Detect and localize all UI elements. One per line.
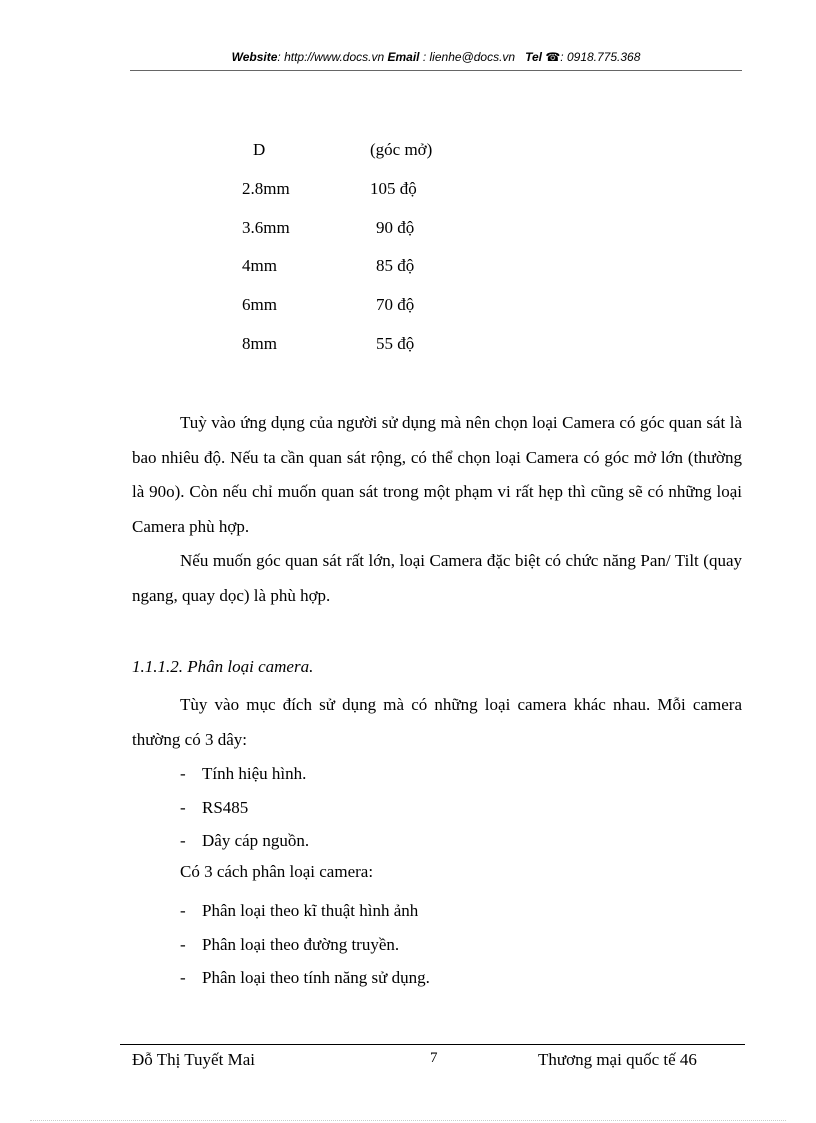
table-cell: 90 độ [376, 217, 415, 237]
paragraph-text: Tùy vào mục đích sử dụng mà có những loại camera khác nhau. Mỗi camera thường có 3 dây: [132, 695, 742, 749]
table-cell: 85 độ [376, 256, 415, 276]
table-cell: 55 độ [376, 333, 415, 353]
bullet-dash: - [180, 901, 186, 920]
classification-intro: Có 3 cách phân loại camera: [180, 862, 374, 881]
list-item-text: Phân loại theo kĩ thuật hình ảnh [202, 901, 419, 920]
bullet-dash: - [180, 764, 186, 783]
table-cell: 70 độ [376, 295, 415, 315]
tel-value: : 0918.775.368 [560, 50, 641, 64]
email-label: Email [387, 50, 420, 64]
list-item-text: Dây cáp nguồn. [202, 831, 310, 850]
classification-list [180, 894, 430, 995]
footer-author: Đỗ Thị Tuyết Mai [132, 1050, 255, 1069]
wire-list [180, 757, 309, 858]
bullet-dash: - [180, 934, 186, 954]
paragraph-text: Nếu muốn góc quan sát rất lớn, loại Camera đặc biệt có chức năng Pan/ Tilt (quay ngang, quay dọc) là phù hợp. [132, 551, 742, 605]
bullet-dash: - [180, 831, 186, 850]
table-header-d: D [253, 140, 266, 159]
table-cell: 3.6mm [242, 217, 290, 237]
paragraph-pan-tilt [132, 544, 742, 613]
paragraph-camera-types [132, 688, 742, 757]
footer-rule [120, 1044, 745, 1045]
list-item [180, 894, 430, 928]
footer-class: Thương mại quốc tế 46 [538, 1050, 697, 1069]
table-header-angle: (góc mở) [370, 140, 433, 159]
email-value: : lienhe@docs.vn [422, 50, 516, 64]
phone-icon: ☎ [545, 50, 561, 64]
list-item-text: Phân loại theo tính năng sử dụng. [202, 968, 430, 987]
list-item-text: Phân loại theo đường truyền. [202, 934, 400, 954]
page-header [130, 50, 742, 64]
list-item [180, 928, 430, 962]
paragraph-angle-choice [132, 406, 742, 544]
list-item [180, 961, 430, 995]
table-cell: 8mm [242, 333, 277, 353]
list-item-text: RS485 [202, 797, 249, 817]
list-item [180, 824, 309, 858]
table-cell: 4mm [242, 256, 277, 276]
tel-label: Tel [525, 50, 542, 64]
page-number: 7 [430, 1050, 438, 1066]
table-cell: 105 độ [370, 178, 417, 198]
table-cell: 2.8mm [242, 178, 290, 198]
website-label: Website [231, 50, 278, 64]
bullet-dash: - [180, 797, 186, 817]
list-item-text: Tính hiệu hình. [202, 764, 307, 783]
website-value: : http://www.docs.vn [277, 50, 385, 64]
list-item [180, 757, 309, 791]
paragraph-text: Tuỳ vào ứng dụng của người sử dụng mà nên chọn loại Camera có góc quan sát là bao nhiêu độ. Nếu ta cần quan sát rộng, có thể chọn loại Camera có góc mở lớn (thường là 90o). Còn nếu chỉ muốn quan sát trong một phạm vi rất hẹp thì cũng sẽ có những loại Camera phù hợp. [132, 413, 742, 536]
header-rule [130, 70, 742, 71]
section-title: 1.1.1.2. Phân loại camera. [132, 657, 314, 676]
table-cell: 6mm [242, 295, 277, 315]
list-item [180, 791, 309, 825]
bullet-dash: - [180, 968, 186, 987]
page-edge-divider [30, 1120, 786, 1121]
